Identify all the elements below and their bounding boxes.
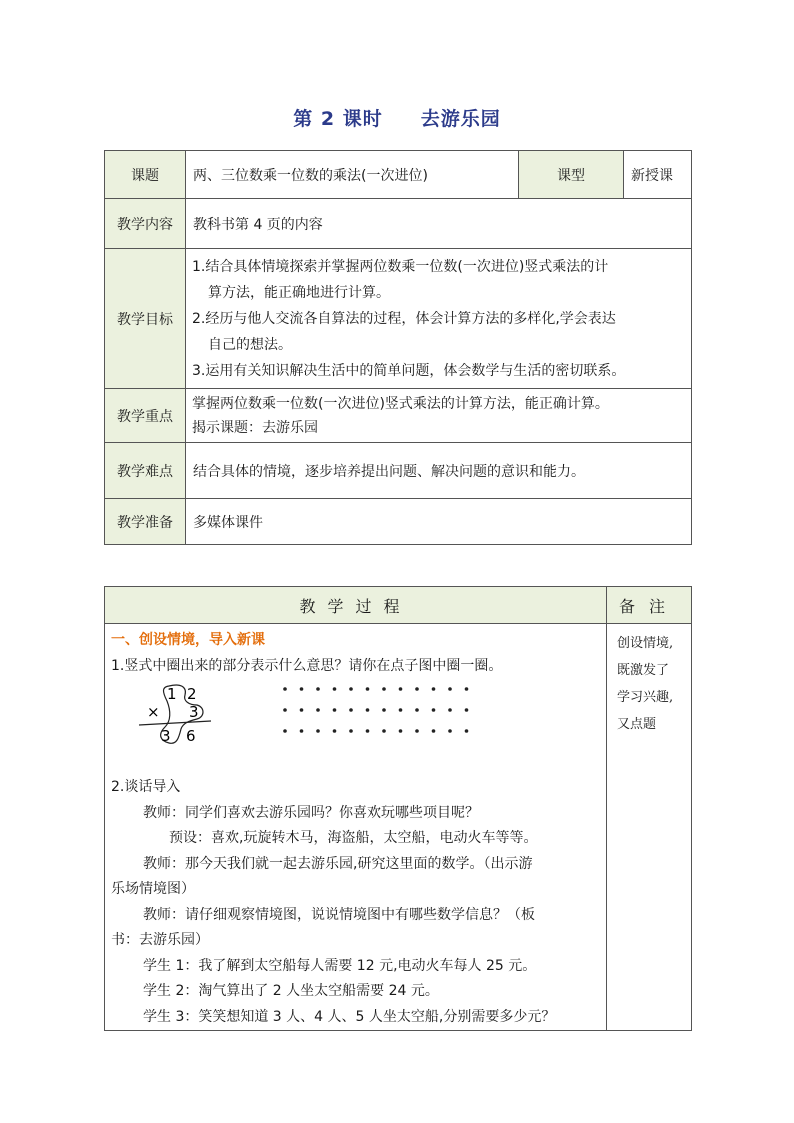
note-line: 创设情境, — [617, 636, 674, 651]
grid-dot — [349, 708, 353, 712]
subject-value: 两、三位数乘一位数的乘法(一次进位) — [186, 151, 519, 199]
type-label: 课型 — [519, 151, 624, 199]
product-ones-digit: 6 — [186, 727, 196, 745]
type-value: 新授课 — [624, 151, 692, 199]
grid-dot — [366, 708, 370, 712]
key-line: 揭示课题：去游乐园 — [192, 419, 318, 436]
dialogue-line: 学生 2：淘气算出了 2 人坐太空船需要 24 元。 — [143, 983, 439, 999]
grid-dot — [333, 687, 337, 691]
note-line: 学习兴趣, — [617, 690, 674, 705]
question-2: 2.谈话导入 — [111, 779, 181, 795]
content-value: 教科书第 4 页的内容 — [186, 199, 692, 249]
multiplicand-ones-digit: 2 — [187, 685, 197, 703]
grid-dot — [432, 687, 436, 691]
lesson-info-table — [104, 150, 692, 545]
grid-dot — [399, 687, 403, 691]
grid-dot — [415, 687, 419, 691]
times-sign: × — [147, 703, 160, 721]
difficulty-value: 结合具体的情境，逐步培养提出问题、解决问题的意识和能力。 — [186, 443, 692, 499]
grid-dot — [432, 708, 436, 712]
grid-dot — [333, 708, 337, 712]
grid-dot — [382, 687, 386, 691]
grid-dot — [349, 687, 353, 691]
dialogue-line: 教师：同学们喜欢去游乐园吗？你喜欢玩哪些项目呢？ — [143, 804, 479, 821]
dialogue-line: 教师：请仔细观察情境图，说说情境图中有哪些数学信息？（板 — [143, 906, 535, 923]
notes-header: 备注 — [607, 587, 692, 624]
grid-dot — [316, 708, 320, 712]
grid-dot — [316, 729, 320, 733]
product-tens-digit: 3 — [161, 727, 171, 745]
figure-row — [111, 679, 600, 775]
dot-grid — [279, 683, 479, 743]
grid-dot — [448, 729, 452, 733]
grid-dot — [349, 729, 353, 733]
prep-value: 多媒体课件 — [186, 499, 692, 545]
process-content — [105, 624, 607, 1031]
grid-dot — [415, 708, 419, 712]
dialogue-line: 学生 3：笑笑想知道 3 人、4 人、5 人坐太空船,分别需要多少元？ — [143, 1008, 556, 1025]
goal-line: 自己的想法。 — [208, 336, 292, 353]
key-value — [186, 389, 692, 443]
question-1: 1.竖式中圈出来的部分表示什么意思？请你在点子图中圈一圈。 — [111, 657, 503, 674]
grid-dot — [283, 687, 287, 691]
grid-dot — [283, 729, 287, 733]
section-heading: 一、创设情境，导入新课 — [111, 632, 265, 648]
goal-label: 教学目标 — [105, 249, 186, 389]
dialogue-line: 教师：那今天我们就一起去游乐园,研究这里面的数学。（出示游 — [143, 855, 533, 872]
grid-dot — [399, 708, 403, 712]
grid-dot — [465, 687, 469, 691]
grid-dot — [333, 729, 337, 733]
grid-dot — [465, 708, 469, 712]
multiplicand-tens-digit: 1 — [167, 685, 177, 703]
key-line: 掌握两位数乘一位数(一次进位)竖式乘法的计算方法，能正确计算。 — [192, 395, 609, 412]
result-line — [139, 721, 211, 725]
dialogue-line: 预设：喜欢,玩旋转木马，海盗船，太空船，电动火车等等。 — [169, 830, 538, 846]
difficulty-label: 教学难点 — [105, 443, 186, 499]
page-title — [0, 104, 794, 131]
grid-dot — [382, 708, 386, 712]
goal-line: 3.运用有关知识解决生活中的简单问题，体会数学与生活的密切联系。 — [192, 362, 626, 379]
goal-list — [186, 249, 692, 389]
goal-line: 1.结合具体情境探索并掌握两位数乘一位数(一次进位)竖式乘法的计 — [192, 258, 609, 275]
grid-dot — [366, 729, 370, 733]
grid-dot — [300, 687, 304, 691]
goal-line: 2.经历与他人交流各自算法的过程，体会计算方法的多样化,学会表达 — [192, 310, 616, 327]
grid-dot — [399, 729, 403, 733]
grid-dot — [465, 729, 469, 733]
grid-dot — [448, 687, 452, 691]
grid-dot — [283, 708, 287, 712]
subject-label: 课题 — [105, 151, 186, 199]
grid-dot — [448, 708, 452, 712]
grid-dot — [415, 729, 419, 733]
dialogue-line: 乐场情境图） — [111, 881, 195, 897]
notes-content — [607, 624, 692, 1031]
grid-dot — [300, 708, 304, 712]
grid-dot — [366, 687, 370, 691]
content-label: 教学内容 — [105, 199, 186, 249]
multiplier-digit: 3 — [189, 703, 199, 721]
dialogue-line: 书：去游乐园） — [111, 932, 209, 948]
grid-dot — [300, 729, 304, 733]
goal-line: 算方法，能正确地进行计算。 — [208, 284, 390, 301]
teaching-process-table — [104, 586, 692, 1031]
grid-dot — [316, 687, 320, 691]
grid-dot — [382, 729, 386, 733]
note-line: 又点题 — [617, 717, 657, 732]
key-label: 教学重点 — [105, 389, 186, 443]
grid-dot — [432, 729, 436, 733]
lesson-number: 第 2 课时 — [293, 108, 383, 130]
lesson-topic: 去游乐园 — [420, 108, 501, 130]
vertical-multiplication-figure — [131, 681, 221, 751]
prep-label: 教学准备 — [105, 499, 186, 545]
process-header: 教学过程 — [105, 587, 607, 624]
dialogue-line: 学生 1：我了解到太空船每人需要 12 元,电动火车每人 25 元。 — [143, 957, 537, 974]
note-line: 既激发了 — [617, 663, 670, 678]
